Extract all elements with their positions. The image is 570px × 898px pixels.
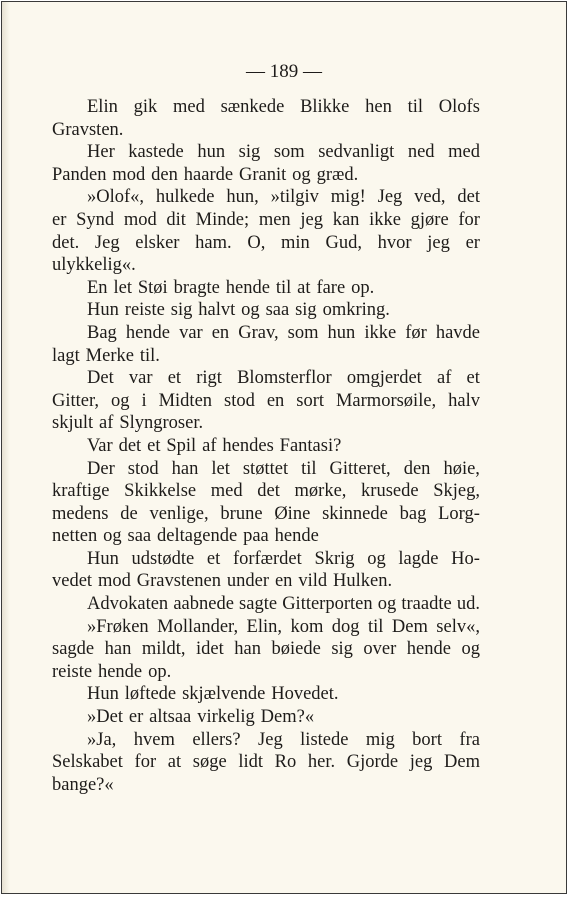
word: selv«, <box>436 616 480 637</box>
text-line <box>52 232 480 255</box>
word: var <box>128 368 153 389</box>
word: listede <box>300 729 349 750</box>
word: med <box>210 481 243 502</box>
text-line <box>52 570 480 593</box>
text-line <box>52 390 480 413</box>
word: Dem <box>391 616 428 637</box>
word: og <box>377 594 397 615</box>
word: Elin <box>87 97 118 117</box>
word: let <box>211 458 230 479</box>
word: hende <box>125 322 171 343</box>
word: haarde <box>183 164 234 185</box>
word: sig <box>170 300 193 321</box>
word: og <box>103 526 122 547</box>
word: det <box>257 481 280 502</box>
word: let <box>113 277 132 298</box>
word: Gravsten. <box>52 119 124 140</box>
word: Fantasi? <box>279 435 342 456</box>
word: det. <box>52 232 80 253</box>
word: Slyngroser. <box>119 413 204 434</box>
word: Var <box>87 435 113 456</box>
text-line <box>52 616 480 639</box>
word: Støi <box>137 277 168 298</box>
text-line <box>52 706 480 729</box>
word: En <box>87 277 108 298</box>
word: saa <box>127 526 152 547</box>
text-line <box>52 525 480 548</box>
word: og <box>461 639 480 660</box>
body-text <box>52 96 480 796</box>
text-line <box>52 254 480 277</box>
word: at <box>297 277 311 298</box>
page-number: — 189 — <box>246 61 322 82</box>
word: mod <box>112 164 146 185</box>
word: »tilgiv <box>270 187 319 208</box>
word: en <box>211 322 230 343</box>
word: sagde <box>52 639 95 660</box>
word: hun, <box>226 187 259 208</box>
word: bort <box>412 729 442 750</box>
word: en <box>266 390 285 411</box>
word: den <box>151 164 178 185</box>
word: bøiede <box>271 639 321 660</box>
word: min <box>281 232 310 253</box>
word: »Frøken <box>87 616 149 637</box>
word: Minde; <box>195 209 250 230</box>
word: sænkede <box>220 97 285 117</box>
word: for <box>458 209 480 230</box>
word: sagte <box>239 594 278 615</box>
word: ham. <box>195 232 232 253</box>
word: lagde <box>398 548 439 569</box>
word: halvt <box>198 300 236 321</box>
word: mig <box>365 729 395 750</box>
word: hulkede <box>155 187 215 208</box>
word: skinnede <box>322 503 388 524</box>
word: Olofs <box>438 97 480 117</box>
word: omkring. <box>322 300 390 321</box>
word: Merke <box>85 345 134 366</box>
word: medens <box>52 503 109 524</box>
word: et <box>147 435 161 456</box>
word: O, <box>247 232 266 253</box>
word: Elin, <box>246 616 282 637</box>
word: krusede <box>361 481 419 502</box>
word: mig! <box>330 187 366 208</box>
word: den <box>403 458 431 479</box>
word: Gjorde <box>346 752 399 773</box>
word: det <box>118 435 142 456</box>
word: af <box>99 413 114 434</box>
word: virkelig <box>197 707 255 728</box>
word: men <box>258 209 291 230</box>
word: før <box>405 322 427 343</box>
word: Blomsterflor <box>237 368 332 389</box>
word: udstødte <box>131 548 195 569</box>
word: deltagende <box>157 526 238 547</box>
word: Skikkelse <box>124 481 197 502</box>
word: Gitterporten <box>282 594 373 615</box>
word: over <box>363 639 397 660</box>
word: ikke <box>364 322 397 343</box>
word: Der <box>87 458 115 479</box>
text-line <box>52 638 480 661</box>
word: ned <box>407 142 435 163</box>
word: græd. <box>316 164 359 185</box>
word: gik <box>133 97 158 117</box>
word: Dem?« <box>260 707 315 728</box>
word: han <box>234 639 261 660</box>
word: og <box>292 164 311 185</box>
word: ud. <box>456 594 480 615</box>
word: ulykkelig«. <box>52 255 136 276</box>
text-line <box>52 164 480 187</box>
word: gjøre <box>410 209 449 230</box>
word: Hovedet. <box>271 684 339 705</box>
word: altsaa <box>149 707 192 728</box>
word: Blikke <box>300 97 350 117</box>
word: de <box>120 503 138 524</box>
word: fare <box>316 277 346 298</box>
text-line <box>52 322 480 345</box>
word: Øine <box>274 503 311 524</box>
word: reiste <box>52 661 93 682</box>
word: som <box>287 322 319 343</box>
word: venlige, <box>149 503 209 524</box>
word: Midten <box>158 390 213 411</box>
word: af <box>202 435 217 456</box>
word: hvem <box>133 729 175 750</box>
word: jeg <box>427 232 450 253</box>
text-line <box>52 119 480 142</box>
word: et <box>206 548 221 569</box>
word: Skrig <box>314 548 355 569</box>
text-line <box>52 458 480 481</box>
word: et <box>167 368 182 389</box>
word: et <box>466 368 480 389</box>
word: op. <box>148 661 172 682</box>
text-line <box>52 367 480 390</box>
word: var <box>179 322 203 343</box>
word: til <box>368 616 384 637</box>
word: halv <box>448 390 480 411</box>
word: jeg <box>409 752 433 773</box>
word: sort <box>296 390 325 411</box>
word: en <box>274 571 293 592</box>
word: han <box>171 458 199 479</box>
word: Granit <box>239 164 287 185</box>
word: reiste <box>124 300 165 321</box>
word: bange?« <box>52 774 114 795</box>
word: sig <box>331 639 353 660</box>
word: Gitter, <box>52 390 100 411</box>
text-line <box>52 751 480 774</box>
word: saa <box>265 300 290 321</box>
word: Grav, <box>238 322 279 343</box>
word: »Ja, <box>87 729 117 750</box>
word: stod <box>224 390 255 411</box>
word: hun <box>327 322 356 343</box>
word: »Det <box>87 707 123 728</box>
word: Selskabet <box>52 752 123 773</box>
word: hende <box>97 661 143 682</box>
word: rigt <box>196 368 222 389</box>
word: Spil <box>166 435 197 456</box>
word: stod <box>127 458 159 479</box>
word: lagt <box>52 345 80 366</box>
word: hende <box>406 639 451 660</box>
word: Marmorsøile, <box>335 390 437 411</box>
word: Advokaten <box>87 594 169 615</box>
word: hvor <box>377 232 412 253</box>
word: til <box>407 97 424 117</box>
word: brune <box>220 503 263 524</box>
word: Skjeg, <box>433 481 480 502</box>
word: hen <box>365 97 392 117</box>
word: og <box>367 548 386 569</box>
word: Hun <box>87 300 119 321</box>
word: Hun <box>87 684 119 705</box>
word: Lorg- <box>438 503 480 524</box>
word: sedvanligt <box>318 142 395 163</box>
word: i <box>141 390 147 411</box>
word: til <box>275 277 292 298</box>
word: Mollander, <box>157 616 239 637</box>
text-line <box>52 299 480 322</box>
word: ellers? <box>192 729 241 750</box>
word: støttet <box>242 458 289 479</box>
word: kastede <box>128 142 184 163</box>
word: vild <box>298 571 328 592</box>
word: bragte <box>173 277 220 298</box>
word: løftede <box>124 684 177 705</box>
word: traadte <box>401 594 452 615</box>
word: Panden <box>52 164 107 185</box>
word: ikke <box>369 209 401 230</box>
word: lidt <box>238 752 263 773</box>
word: hun <box>197 142 226 163</box>
word: Jeg <box>258 729 283 750</box>
word: kom <box>290 616 324 637</box>
word: Synd <box>76 209 115 230</box>
word: som <box>273 142 305 163</box>
word: sig <box>238 142 261 163</box>
word: omgjerdet <box>346 368 422 389</box>
word: og <box>111 390 130 411</box>
word: Jeg <box>377 187 403 208</box>
text-line <box>52 661 480 684</box>
word: dit <box>166 209 186 230</box>
word: vedet <box>52 571 93 592</box>
word: med <box>172 97 205 117</box>
text-line <box>52 435 480 458</box>
word: skjælvende <box>182 684 266 705</box>
word: Her <box>87 142 115 163</box>
word: paa <box>243 526 269 547</box>
text-line <box>52 774 480 797</box>
text-line <box>52 503 480 526</box>
word: er <box>52 209 67 230</box>
word: idet <box>196 639 224 660</box>
word: kan <box>332 209 360 230</box>
word: ved, <box>414 187 446 208</box>
word: for <box>134 752 157 773</box>
word: til <box>301 458 317 479</box>
word: havde <box>435 322 480 343</box>
word: med <box>448 142 480 163</box>
text-line <box>52 96 480 119</box>
word: »Olof«, <box>87 187 145 208</box>
text-line <box>52 548 480 571</box>
word: Hun <box>87 548 119 569</box>
word: aabnede <box>173 594 234 615</box>
word: er <box>465 232 480 253</box>
word: forfærdet <box>232 548 302 569</box>
word: Det <box>87 368 114 389</box>
word: Jeg <box>94 232 120 253</box>
word: Dem <box>444 752 480 773</box>
word: jeg <box>300 209 323 230</box>
word: Bag <box>87 322 117 343</box>
word: hende <box>225 277 270 298</box>
word: sig <box>295 300 317 321</box>
word: netten <box>52 526 98 547</box>
word: at <box>167 752 182 773</box>
word: høie, <box>443 458 480 479</box>
word: og <box>241 300 260 321</box>
text-line <box>52 209 480 232</box>
word: mørke, <box>294 481 347 502</box>
word: søge <box>192 752 227 773</box>
word: det <box>457 187 480 208</box>
word: Gitteret, <box>329 458 391 479</box>
word: han <box>104 639 132 660</box>
word: kraftige <box>52 481 110 502</box>
book-page <box>1 1 567 894</box>
word: fra <box>459 729 480 750</box>
text-line <box>52 141 480 164</box>
word: til. <box>139 345 160 366</box>
text-line <box>52 729 480 752</box>
word: mildt, <box>141 639 186 660</box>
word: bag <box>399 503 427 524</box>
word: op. <box>351 277 375 298</box>
page-spine-shadow <box>2 2 10 893</box>
word: mod <box>123 209 157 230</box>
word: Gravstenen <box>136 571 222 592</box>
word: skjult <box>52 413 94 434</box>
word: elsker <box>135 232 180 253</box>
word: mod <box>97 571 131 592</box>
word: Ho- <box>451 548 480 569</box>
word: dog <box>331 616 360 637</box>
word: hendes <box>222 435 274 456</box>
word: Hulken. <box>333 571 393 592</box>
word: Gud, <box>325 232 362 253</box>
word: under <box>226 571 270 592</box>
word: er <box>128 707 144 728</box>
text-line <box>52 345 480 368</box>
text-line <box>52 683 480 706</box>
word: af <box>437 368 452 389</box>
word: her. <box>307 752 336 773</box>
text-line <box>52 277 480 300</box>
text-line <box>52 593 480 616</box>
word: Ro <box>274 752 297 773</box>
text-line <box>52 412 480 435</box>
word: hende <box>274 526 319 547</box>
text-line <box>52 480 480 503</box>
text-line <box>52 186 480 209</box>
